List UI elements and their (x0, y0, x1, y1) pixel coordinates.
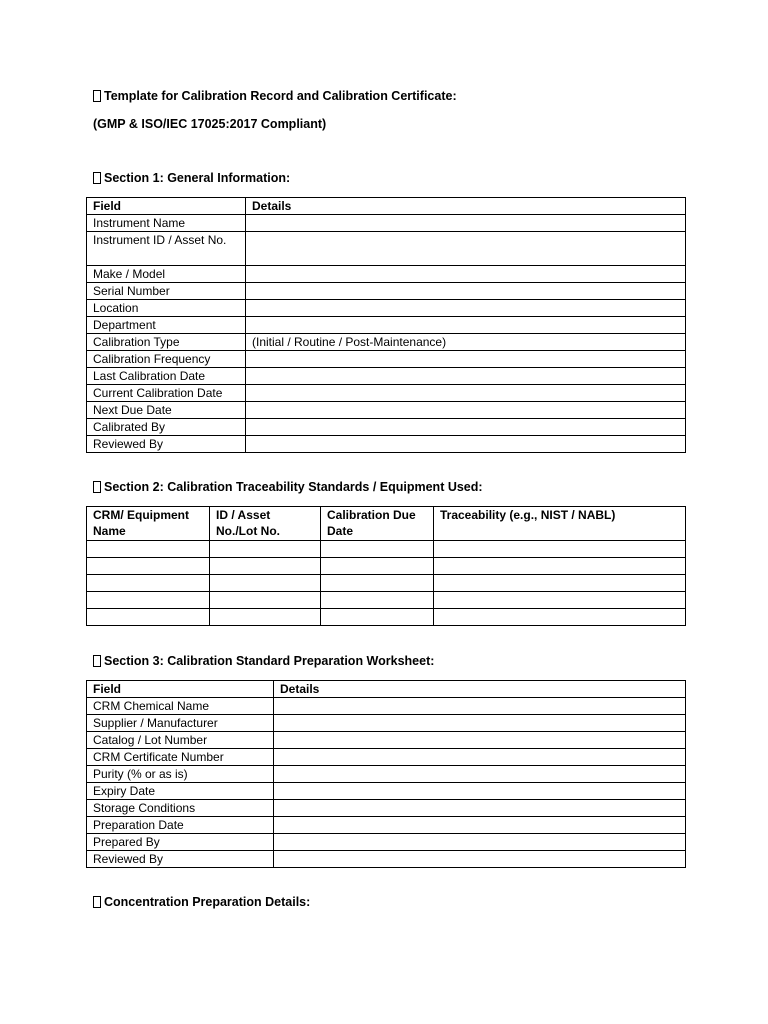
section2-heading (93, 480, 483, 494)
general-info-details-cell[interactable] (246, 385, 686, 402)
preparation-details-cell[interactable] (274, 834, 686, 851)
table-header-field: Field (87, 681, 274, 698)
traceability-empty-cell[interactable] (434, 541, 686, 558)
table-header-details: Details (246, 198, 686, 215)
table-header-calibration-due: Calibration Due Date (321, 507, 434, 541)
general-info-field-cell: Calibration Type (87, 334, 246, 351)
preparation-field-cell: Reviewed By (87, 851, 274, 868)
traceability-empty-cell[interactable] (87, 609, 210, 626)
traceability-empty-cell[interactable] (87, 592, 210, 609)
general-info-field-cell: Department (87, 317, 246, 334)
traceability-empty-cell[interactable] (434, 575, 686, 592)
table-row (87, 698, 686, 715)
table-row (87, 558, 686, 575)
general-info-field-cell: Last Calibration Date (87, 368, 246, 385)
preparation-field-cell: Expiry Date (87, 783, 274, 800)
preparation-details-cell[interactable] (274, 749, 686, 766)
checkbox-icon (93, 655, 101, 667)
section2-heading-text: Section 2: Calibration Traceability Standards / Equipment Used: (104, 480, 483, 494)
general-info-field-cell: Make / Model (87, 266, 246, 283)
general-info-details-cell[interactable] (246, 300, 686, 317)
general-info-details-cell[interactable] (246, 419, 686, 436)
general-info-field-cell: Instrument Name (87, 215, 246, 232)
traceability-empty-cell[interactable] (321, 541, 434, 558)
table-row (87, 385, 686, 402)
table-header-id-asset: ID / Asset No./Lot No. (210, 507, 321, 541)
traceability-empty-cell[interactable] (321, 609, 434, 626)
traceability-standards-table (86, 506, 686, 626)
table-row (87, 232, 686, 266)
general-info-field-cell: Calibrated By (87, 419, 246, 436)
table-row (87, 283, 686, 300)
table-row (87, 800, 686, 817)
traceability-empty-cell[interactable] (321, 575, 434, 592)
table-row (87, 817, 686, 834)
general-info-field-cell: Calibration Frequency (87, 351, 246, 368)
section3-heading (93, 654, 434, 668)
preparation-details-cell[interactable] (274, 783, 686, 800)
table-row (87, 368, 686, 385)
document-subtitle (93, 117, 326, 131)
general-info-field-cell: Next Due Date (87, 402, 246, 419)
checkbox-icon (93, 481, 101, 493)
checkbox-icon (93, 172, 101, 184)
preparation-details-cell[interactable] (274, 800, 686, 817)
document-title (93, 89, 457, 103)
general-info-details-cell[interactable] (246, 283, 686, 300)
general-info-field-cell: Current Calibration Date (87, 385, 246, 402)
preparation-field-cell: CRM Certificate Number (87, 749, 274, 766)
preparation-field-cell: Preparation Date (87, 817, 274, 834)
table-row (87, 783, 686, 800)
preparation-field-cell: Prepared By (87, 834, 274, 851)
table-header-crm-equipment: CRM/ Equipment Name (87, 507, 210, 541)
traceability-empty-cell[interactable] (87, 541, 210, 558)
general-info-details-cell[interactable] (246, 402, 686, 419)
table-row (87, 317, 686, 334)
section4-heading (93, 895, 310, 909)
preparation-field-cell: Purity (% or as is) (87, 766, 274, 783)
table-row (87, 436, 686, 453)
general-info-details-cell[interactable] (246, 232, 686, 266)
document-subtitle-text: (GMP & ISO/IEC 17025:2017 Compliant) (93, 117, 327, 131)
traceability-empty-cell[interactable] (87, 558, 210, 575)
checkbox-icon (93, 90, 101, 102)
traceability-empty-cell[interactable] (434, 558, 686, 575)
section1-heading-text: Section 1: General Information: (104, 171, 291, 185)
checkbox-icon (93, 896, 101, 908)
general-info-details-cell[interactable] (246, 351, 686, 368)
preparation-details-cell[interactable] (274, 766, 686, 783)
traceability-empty-cell[interactable] (210, 592, 321, 609)
general-info-details-cell[interactable] (246, 266, 686, 283)
table-row (87, 575, 686, 592)
preparation-details-cell[interactable] (274, 715, 686, 732)
preparation-details-cell[interactable] (274, 698, 686, 715)
general-info-field-cell: Instrument ID / Asset No. (87, 232, 246, 266)
preparation-field-cell: Catalog / Lot Number (87, 732, 274, 749)
table-row (87, 715, 686, 732)
general-information-table (86, 197, 686, 453)
general-info-field-cell: Serial Number (87, 283, 246, 300)
standard-preparation-table (86, 680, 686, 868)
table-row (87, 402, 686, 419)
traceability-empty-cell[interactable] (434, 609, 686, 626)
table-row (87, 834, 686, 851)
general-info-details-cell[interactable] (246, 215, 686, 232)
section1-heading (93, 171, 290, 185)
preparation-details-cell[interactable] (274, 732, 686, 749)
table-row (87, 851, 686, 868)
table-row (87, 215, 686, 232)
general-info-details-cell[interactable] (246, 436, 686, 453)
general-info-field-cell: Location (87, 300, 246, 317)
table-row (87, 351, 686, 368)
general-info-details-cell[interactable] (246, 317, 686, 334)
traceability-empty-cell[interactable] (434, 592, 686, 609)
table-header-traceability: Traceability (e.g., NIST / NABL) (434, 507, 686, 541)
preparation-field-cell: CRM Chemical Name (87, 698, 274, 715)
preparation-field-cell: Storage Conditions (87, 800, 274, 817)
preparation-field-cell: Supplier / Manufacturer (87, 715, 274, 732)
preparation-details-cell[interactable] (274, 817, 686, 834)
document-title-text: Template for Calibration Record and Calibration Certificate: (104, 89, 457, 103)
table-row (87, 266, 686, 283)
section4-heading-text: Concentration Preparation Details: (104, 895, 311, 909)
traceability-empty-cell[interactable] (210, 541, 321, 558)
general-info-details-cell[interactable] (246, 368, 686, 385)
traceability-empty-cell[interactable] (321, 558, 434, 575)
table-row (87, 592, 686, 609)
table-row (87, 300, 686, 317)
traceability-empty-cell[interactable] (87, 575, 210, 592)
table-row (87, 419, 686, 436)
table-header-details: Details (274, 681, 686, 698)
table-header-field: Field (87, 198, 246, 215)
general-info-details-cell[interactable]: (Initial / Routine / Post-Maintenance) (246, 334, 686, 351)
traceability-empty-cell[interactable] (321, 592, 434, 609)
table-row (87, 749, 686, 766)
section3-heading-text: Section 3: Calibration Standard Preparation Worksheet: (104, 654, 435, 668)
traceability-empty-cell[interactable] (210, 575, 321, 592)
traceability-empty-cell[interactable] (210, 558, 321, 575)
traceability-empty-cell[interactable] (210, 609, 321, 626)
general-info-field-cell: Reviewed By (87, 436, 246, 453)
table-row (87, 766, 686, 783)
preparation-details-cell[interactable] (274, 851, 686, 868)
table-row (87, 334, 686, 351)
table-row (87, 609, 686, 626)
table-row (87, 732, 686, 749)
table-row (87, 541, 686, 558)
